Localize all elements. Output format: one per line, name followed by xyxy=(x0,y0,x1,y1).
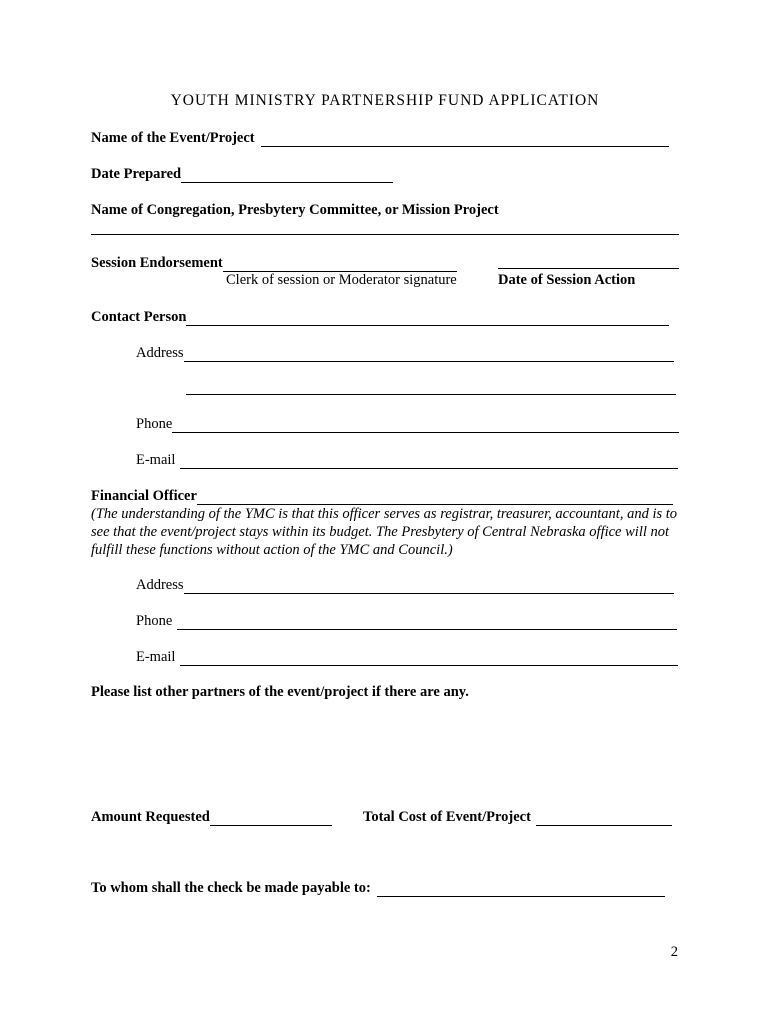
fo-email-field[interactable] xyxy=(180,651,678,666)
contact-address-line-2[interactable] xyxy=(186,380,676,395)
fo-address-label: Address xyxy=(136,577,184,593)
payable-to-field[interactable] xyxy=(377,882,665,897)
amount-requested-field[interactable] xyxy=(210,811,332,826)
total-cost-field[interactable] xyxy=(536,811,672,826)
congregation-row xyxy=(91,201,499,219)
contact-phone-label: Phone xyxy=(136,416,173,432)
fo-phone-label: Phone xyxy=(136,613,173,629)
event-name-label: Name of the Event/Project xyxy=(91,130,255,146)
contact-email-label: E-mail xyxy=(136,452,176,468)
clerk-caption: Clerk of session or Moderator signature xyxy=(226,272,457,288)
fo-phone-field[interactable] xyxy=(177,615,677,630)
contact-email-row xyxy=(136,451,678,469)
contact-phone-field[interactable] xyxy=(172,418,679,433)
date-prepared-row xyxy=(91,165,393,183)
contact-email-field[interactable] xyxy=(180,454,678,469)
congregation-field[interactable] xyxy=(91,220,679,235)
congregation-label: Name of Congregation, Presbytery Committee, or Mission Project xyxy=(91,202,499,218)
financial-officer-row xyxy=(91,487,673,505)
contact-address-label: Address xyxy=(136,345,184,361)
date-session-action-caption: Date of Session Action xyxy=(498,272,636,288)
session-endorsement-row xyxy=(91,254,457,272)
session-signature-field[interactable] xyxy=(223,257,457,272)
page-number: 2 xyxy=(670,944,678,960)
partners-label: Please list other partners of the event/project if there are any. xyxy=(91,684,469,700)
payable-to-label: To whom shall the check be made payable to: xyxy=(91,880,371,896)
form-title: YOUTH MINISTRY PARTNERSHIP FUND APPLICATION xyxy=(170,92,600,109)
contact-address-field[interactable] xyxy=(184,347,674,362)
session-endorsement-label: Session Endorsement xyxy=(91,255,223,271)
fo-email-row xyxy=(136,648,678,666)
fo-address-field[interactable] xyxy=(184,579,674,594)
fo-phone-row xyxy=(136,612,677,630)
amount-requested-label: Amount Requested xyxy=(91,809,210,825)
contact-person-row xyxy=(91,308,669,326)
financial-officer-note: (The understanding of the YMC is that this officer serves as registrar, treasurer, accountant, and is to see that the event/project stays within its budget. The Presbytery of Central Nebraska office will not fulfill these functions without action of the YMC and Council.) xyxy=(91,506,678,558)
total-cost-row xyxy=(363,808,672,826)
date-prepared-label: Date Prepared xyxy=(91,166,182,182)
contact-phone-row xyxy=(136,415,679,433)
amount-requested-row xyxy=(91,808,332,826)
total-cost-label: Total Cost of Event/Project xyxy=(363,809,531,825)
financial-officer-field[interactable] xyxy=(197,490,673,505)
date-prepared-field[interactable] xyxy=(181,168,393,183)
payable-to-row xyxy=(91,879,665,897)
fo-email-label: E-mail xyxy=(136,649,176,665)
session-date-field[interactable] xyxy=(498,254,679,269)
contact-person-label: Contact Person xyxy=(91,309,187,325)
event-name-field[interactable] xyxy=(261,132,669,147)
event-name-row xyxy=(91,129,669,147)
fo-address-row xyxy=(136,576,674,594)
contact-person-field[interactable] xyxy=(186,311,669,326)
financial-officer-label: Financial Officer xyxy=(91,488,197,504)
contact-address-row xyxy=(136,344,674,362)
